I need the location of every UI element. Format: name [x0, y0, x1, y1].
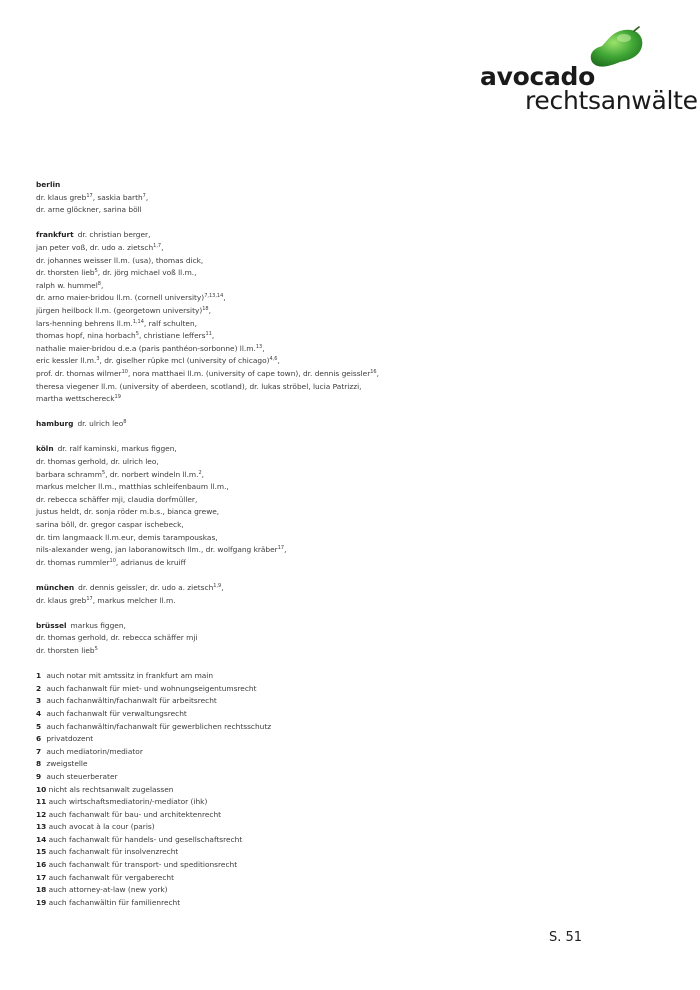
- footnote-item: [36, 796, 636, 809]
- name-segment: ralph w. hummel: [36, 280, 98, 290]
- footnote-number: 7: [36, 746, 42, 756]
- lawyer-line: [36, 318, 636, 331]
- lawyer-line: [36, 418, 636, 431]
- lawyer-line: [36, 443, 636, 456]
- logo-word-avocado: avocado: [480, 62, 596, 91]
- footnote-number: 10: [36, 784, 47, 794]
- lawyer-line: [36, 280, 636, 293]
- footnote-item: [36, 784, 636, 797]
- footnote-item: [36, 758, 636, 771]
- name-segment: eric kessler ll.m.: [36, 356, 97, 366]
- lawyer-line: [36, 355, 636, 368]
- footnote-ref: 1,9: [213, 583, 222, 589]
- footnote-text: auch notar mit amtssitz in frankfurt am main: [46, 671, 214, 681]
- footnote-text: auch mediatorin/mediator: [46, 746, 143, 756]
- name-segment: ,: [145, 192, 149, 202]
- footnote-ref: 1,7: [153, 242, 162, 249]
- name-segment: nils-alexander weng, jan laboranowitsch llm., dr. wolfgang kräber: [36, 545, 278, 555]
- footnote-number: 16: [36, 860, 47, 870]
- lawyer-line: [36, 267, 636, 280]
- lawyer-line: [36, 229, 636, 242]
- footnote-item: [36, 859, 636, 872]
- name-segment: dr. tim langmaack ll.m.eur, demis tarampouskas,: [36, 532, 218, 542]
- footnote-ref: 13: [255, 343, 263, 350]
- footnote-ref: 7,13,14: [204, 293, 224, 300]
- footnote-item: [36, 708, 636, 721]
- footnote-text: auch fachanwalt für miet- und wohnungseigentumsrecht: [46, 683, 257, 693]
- lawyer-line: [36, 242, 636, 255]
- name-segment: dr. thomas gerhold, dr. rebecca schäffer mji: [36, 633, 198, 643]
- name-segment: dr. arne glöckner, sarina böll: [36, 205, 142, 215]
- name-segment: dr. thomas rummler: [36, 557, 110, 567]
- lawyer-line: [36, 519, 636, 532]
- name-segment: markus figgen,: [70, 620, 126, 630]
- name-segment: ,: [208, 305, 211, 315]
- office-city: köln: [36, 444, 54, 454]
- name-segment: ,: [100, 280, 104, 290]
- lawyer-line: [36, 330, 636, 343]
- name-segment: dr. christian berger,: [77, 230, 151, 240]
- footnote-number: 5: [36, 721, 42, 731]
- lawyer-line: [36, 481, 636, 494]
- footnote-number: 13: [36, 822, 47, 832]
- footnote-item: [36, 897, 636, 910]
- name-segment: dr. thorsten lieb: [36, 645, 95, 655]
- footnote-number: 19: [36, 897, 47, 907]
- page-number: S. 51: [549, 930, 583, 945]
- footnote-item: [36, 872, 636, 885]
- footnote-ref: 4,6: [269, 356, 278, 363]
- name-segment: markus melcher ll.m., matthias schleifenbaum ll.m.,: [36, 482, 229, 492]
- office-section: [36, 620, 636, 658]
- section-gap: [36, 406, 636, 419]
- name-segment: ,: [221, 583, 224, 592]
- footnote-number: 17: [36, 872, 47, 882]
- footnote-ref: 17: [86, 192, 93, 199]
- office-city: frankfurt: [36, 230, 74, 240]
- lawyer-line: [36, 204, 636, 217]
- office-section: [36, 229, 636, 405]
- footnote-text: auch fachanwalt für bau- und architektenrecht: [48, 809, 222, 819]
- footnotes: [36, 670, 636, 909]
- lawyer-line: [36, 544, 636, 557]
- footnote-ref: 16: [370, 368, 377, 375]
- footnote-number: 6: [36, 734, 42, 744]
- footnote-text: zweigstelle: [46, 759, 88, 769]
- name-segment: , christiane leffers: [138, 331, 206, 341]
- lawyer-line: [36, 393, 636, 406]
- name-segment: prof. dr. thomas wilmer: [36, 368, 122, 378]
- lawyer-line: [36, 381, 636, 394]
- lawyer-line: [36, 343, 636, 356]
- footnote-item: [36, 809, 636, 822]
- name-segment: ,: [211, 331, 215, 341]
- name-segment: , dr. norbert windeln ll.m.: [105, 469, 199, 479]
- name-segment: , markus melcher ll.m.: [92, 595, 176, 605]
- footnote-item: [36, 695, 636, 708]
- footnote-number: 2: [36, 683, 42, 693]
- name-segment: dr. thorsten lieb: [36, 268, 95, 278]
- name-segment: dr. johannes weisser ll.m. (usa), thomas dick,: [36, 255, 204, 265]
- name-segment: dr. ulrich leo: [77, 419, 124, 429]
- name-segment: thomas hopf, nina horbach: [36, 331, 136, 341]
- footnote-text: auch attorney-at-law (new york): [48, 885, 168, 895]
- name-segment: nathalie maier-bridou d.e.a (paris panthéon-sorbonne) ll.m.: [36, 343, 256, 353]
- footnote-text: auch fachanwalt für handels- und gesellschaftsrecht: [48, 834, 243, 844]
- footnote-ref: 10: [109, 557, 116, 564]
- footnote-text: nicht als rechtsanwalt zugelassen: [48, 784, 174, 794]
- office-city: hamburg: [36, 419, 74, 429]
- name-segment: , dr. jörg michael voß ll.m.,: [97, 268, 197, 278]
- footnote-ref: 3: [96, 356, 100, 363]
- footnote-ref: 5: [94, 645, 98, 652]
- footnote-text: auch fachanwalt für transport- und speditionsrecht: [48, 860, 238, 870]
- footnote-item: [36, 733, 636, 746]
- footnote-ref: 2: [198, 469, 202, 476]
- footnote-number: 15: [36, 847, 47, 857]
- office-section: [36, 179, 636, 217]
- name-segment: dr. arno maier-bridou ll.m. (cornell university): [36, 293, 205, 303]
- lawyer-line: [36, 456, 636, 469]
- name-segment: , ralf schulten,: [143, 318, 197, 328]
- footnote-ref: 17: [277, 545, 285, 552]
- lawyer-line: [36, 582, 636, 595]
- lawyer-line: [36, 557, 636, 570]
- footnote-text: auch fachanwalt für vergaberecht: [48, 872, 174, 882]
- name-segment: ,: [223, 293, 226, 303]
- lawyer-line: [36, 292, 636, 305]
- footnote-text: auch avocat à la cour (paris): [48, 822, 155, 832]
- footnote-ref: 7: [142, 192, 146, 199]
- office-section: [36, 443, 636, 569]
- office-city: brüssel: [36, 620, 67, 630]
- footnote-text: auch fachanwältin für familienrecht: [48, 897, 181, 907]
- name-segment: , adrianus de kruiff: [115, 557, 186, 567]
- footnote-item: [36, 670, 636, 683]
- name-segment: dr. klaus greb: [36, 192, 87, 202]
- footnote-number: 14: [36, 834, 47, 844]
- footnote-item: [36, 746, 636, 759]
- footnote-text: auch steuerberater: [46, 771, 118, 781]
- lawyer-line: [36, 595, 636, 608]
- lawyer-line: [36, 469, 636, 482]
- footnote-ref: 18: [202, 305, 209, 312]
- name-segment: ,: [277, 356, 280, 366]
- office-city: berlin: [36, 180, 61, 189]
- lawyer-line: [36, 305, 636, 318]
- office-section: [36, 582, 636, 607]
- name-segment: dr. klaus greb: [36, 595, 87, 605]
- name-segment: sarina böll, dr. gregor caspar ischebeck,: [36, 520, 184, 530]
- footnote-item: [36, 683, 636, 696]
- name-segment: ,: [262, 343, 265, 353]
- footnote-text: auch fachanwältin/fachanwalt für arbeitsrecht: [46, 696, 217, 706]
- footnote-item: [36, 821, 636, 834]
- name-segment: ,: [376, 368, 379, 378]
- lawyer-line: [36, 532, 636, 545]
- name-segment: , nora matthaei ll.m. (university of cape town), dr. dennis geissler: [127, 368, 371, 378]
- office-city: münchen: [36, 583, 75, 592]
- footnote-number: 11: [36, 797, 47, 807]
- name-segment: dr. dennis geissler, dr. udo a. zietsch: [78, 583, 214, 592]
- footnote-item: [36, 721, 636, 734]
- footnote-ref: 8: [97, 280, 101, 287]
- section-gap: [36, 658, 636, 671]
- name-segment: jan peter voß, dr. udo a. zietsch: [36, 242, 154, 252]
- footnote-item: [36, 884, 636, 897]
- section-gap: [36, 217, 636, 230]
- section-gap: [36, 607, 636, 620]
- footnote-number: 1: [36, 671, 42, 681]
- logo-word-rechtsanwaelte: rechtsanwälte: [525, 86, 698, 115]
- lawyer-line: [36, 192, 636, 205]
- footnote-text: privatdozent: [46, 734, 94, 744]
- footnote-number: 8: [36, 759, 42, 769]
- name-segment: , dr. giselher rüpke mcl (university of chicago): [99, 356, 270, 366]
- name-segment: justus heldt, dr. sonja röder m.b.s., bianca grewe,: [36, 507, 220, 517]
- name-segment: ,: [201, 469, 205, 479]
- footnote-number: 12: [36, 809, 47, 819]
- footnote-ref: 5: [101, 469, 106, 476]
- name-segment: dr. thomas gerhold, dr. ulrich leo,: [36, 457, 159, 467]
- lawyer-line: [36, 179, 636, 192]
- footnote-ref: 8: [123, 419, 127, 426]
- footnote-ref: 10: [121, 368, 128, 375]
- footnote-ref: 1,14: [132, 318, 144, 325]
- footnote-text: auch wirtschaftsmediatorin/-mediator (ihk): [48, 797, 208, 807]
- footnote-ref: 19: [114, 394, 121, 401]
- name-segment: lars-henning behrens ll.m.: [36, 318, 133, 328]
- lawyer-line: [36, 506, 636, 519]
- name-segment: barbara schramm: [36, 469, 102, 479]
- lawyer-line: [36, 645, 636, 658]
- name-segment: , saskia barth: [92, 192, 143, 202]
- name-segment: dr. rebecca schäffer mji, claudia dorfmüller,: [36, 494, 198, 504]
- footnote-ref: 11: [205, 331, 212, 338]
- name-segment: jürgen heilbock ll.m. (georgetown university): [36, 305, 203, 315]
- footnote-text: auch fachanwalt für insolvenzrecht: [48, 847, 179, 857]
- footnote-text: auch fachanwältin/fachanwalt für gewerblichen rechtsschutz: [46, 721, 272, 731]
- footnote-number: 3: [36, 696, 42, 706]
- lawyer-line: [36, 255, 636, 268]
- lawyer-line: [36, 368, 636, 381]
- footnote-item: [36, 771, 636, 784]
- name-segment: ,: [284, 545, 287, 555]
- name-segment: dr. ralf kaminski, markus figgen,: [57, 444, 177, 454]
- name-segment: martha wettschereck: [36, 394, 115, 404]
- lawyer-line: [36, 620, 636, 633]
- footnote-ref: 5: [94, 268, 98, 275]
- footnote-number: 18: [36, 885, 47, 895]
- name-segment: theresa viegener ll.m. (university of aberdeen, scotland), dr. lukas ströbel, lucia Patrizzi,: [36, 381, 362, 391]
- office-directory: [36, 179, 636, 909]
- lawyer-line: [36, 494, 636, 507]
- name-segment: ,: [161, 242, 164, 252]
- footnote-item: [36, 846, 636, 859]
- logo: [478, 24, 698, 124]
- section-gap: [36, 431, 636, 444]
- footnote-text: auch fachanwalt für verwaltungsrecht: [46, 708, 187, 718]
- footnote-ref: 5: [135, 331, 139, 338]
- section-gap: [36, 569, 636, 582]
- footnote-item: [36, 834, 636, 847]
- footnote-number: 4: [36, 708, 42, 718]
- office-section: [36, 418, 636, 431]
- footnote-number: 9: [36, 771, 42, 781]
- lawyer-line: [36, 632, 636, 645]
- footnote-ref: 17: [86, 595, 93, 602]
